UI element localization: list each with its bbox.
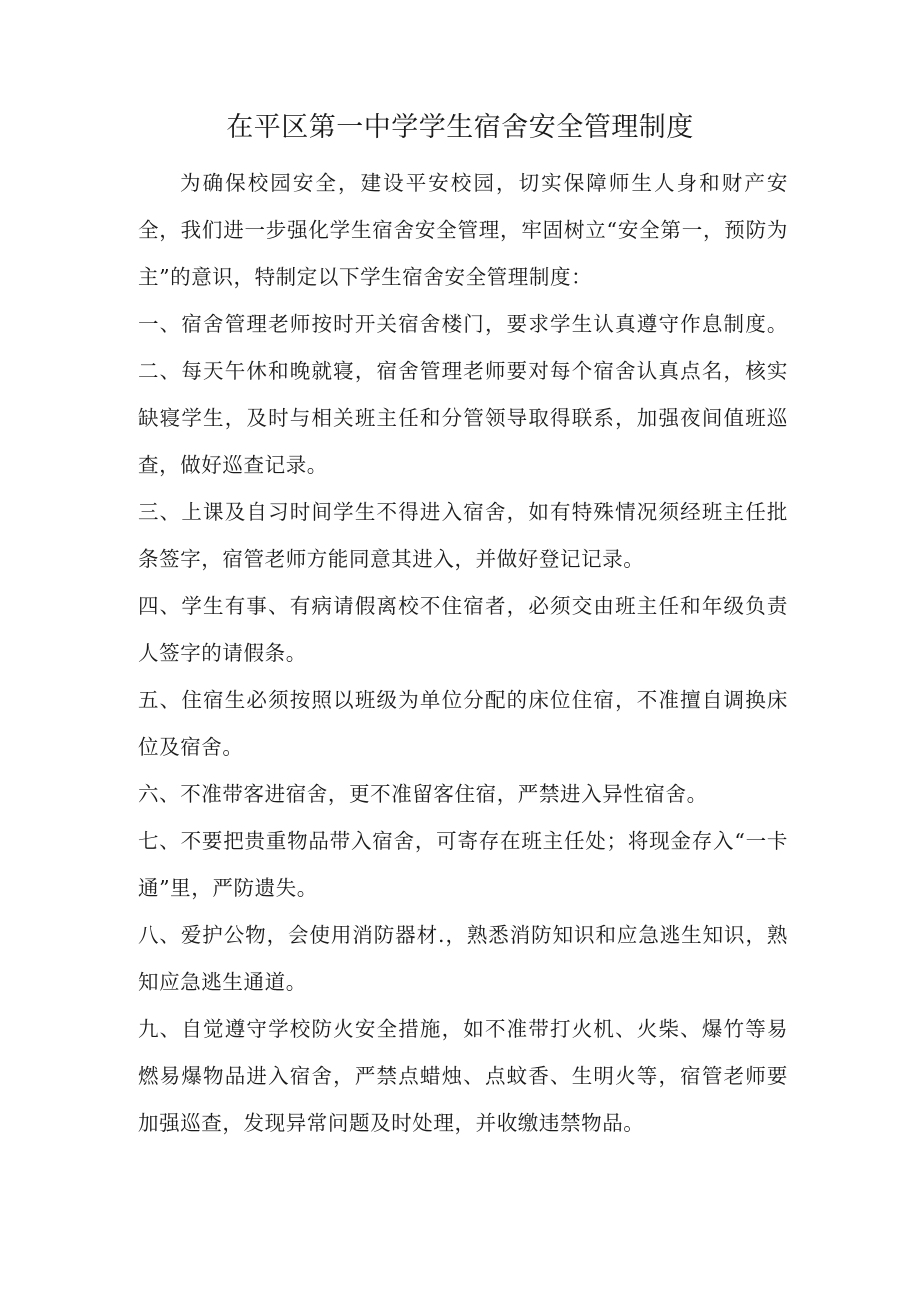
rule-item: 四、学生有事、有病请假离校不住宿者，必须交由班主任和年级负责人签字的请假条。 (138, 594, 788, 665)
intro-paragraph: 为确保校园安全，建设平安校园，切实保障师生人身和财产安全，我们进一步强化学生宿舍安全管理，牢固树立“安全第一，预防为主”的意识，特制定以下学生宿舍安全管理制度： (138, 171, 788, 289)
document-title: 在平区第一中学学生宿舍安全管理制度 (226, 112, 694, 143)
rule-item: 八、爱护公物，会使用消防器材.，熟悉消防知识和应急逃生知识，熟知应急逃生通道。 (138, 923, 788, 994)
rule-item: 一、宿舍管理老师按时开关宿舍楼门，要求学生认真遵守作息制度。二、每天午休和晚就寝，宿舍管理老师要对每个宿舍认真点名，核实缺寝学生，及时与相关班主任和分管领导取得联系，加强夜间值班巡查，做好巡查记录。 (138, 312, 788, 477)
rule-item: 六、不准带客进宿舍，更不准留客住宿，严禁进入异性宿舍。 (138, 782, 708, 806)
document-body (138, 160, 788, 1147)
rule-item: 三、上课及自习时间学生不得进入宿舍，如有特殊情况须经班主任批条签字，宿管老师方能同意其进入，并做好登记记录。 (138, 500, 788, 571)
rule-item: 九、自觉遵守学校防火安全措施，如不准带打火机、火柴、爆竹等易燃易爆物品进入宿舍，严禁点蜡烛、点蚊香、生明火等，宿管老师要加强巡查，发现异常问题及时处理，并收缴违禁物品。 (138, 1017, 788, 1135)
rule-item: 七、不要把贵重物品带入宿舍，可寄存在班主任处；将现金存入“一卡通”里，严防遗失。 (138, 829, 788, 900)
rule-item: 五、住宿生必须按照以班级为单位分配的床位住宿，不准擅自调换床位及宿舍。 (138, 688, 788, 759)
